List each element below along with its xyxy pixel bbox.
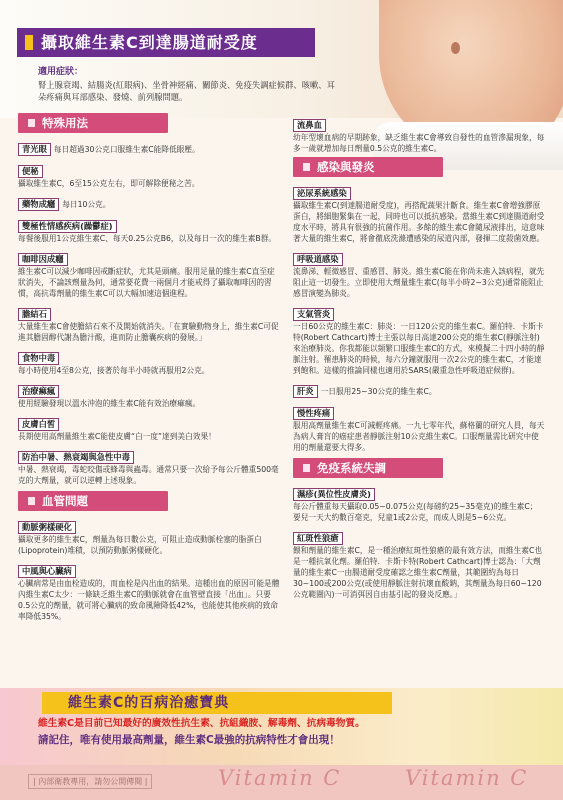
item-text: 中暑、熱衰竭，毒蛇咬傷或蜂毒與蟲毒。通常只要一次給予每公斤體重500毫克的大劑量，就可以逆轉上述現象。 [18,465,279,485]
vitamin-c-watermark-1: Vitamin C [218,766,342,790]
section-special-use: 特殊用法 [18,113,168,133]
right-column [293,113,545,685]
item-tag: 膽結石 [18,308,51,321]
item-tag: 紅斑性狼瘡 [293,532,343,545]
list-item [293,482,545,523]
list-item [293,181,545,244]
item-tag: 防治中暑、熱衰竭與急性中毒 [18,451,134,464]
item-tag: 咖啡因成癮 [18,253,68,266]
list-item [18,412,280,442]
bottom-title: 維生素C的百病治癒寶典 [42,692,392,714]
section-immune: 免疫系統失調 [293,458,443,478]
item-tag: 便秘 [18,165,43,178]
list-item [293,247,545,299]
item-tag: 慢性疼痛 [293,407,334,420]
item-text: 幼年型壞血病的早期跡象，缺乏維生素C會導致自發性的血管滲漏現象，每多一歲就增加每日劑量0.5公克的維生素C。 [293,133,545,153]
immune-list [293,482,545,600]
item-tag: 流鼻血 [293,119,326,132]
list-item [18,247,280,299]
list-item [18,137,280,156]
item-text: 大量維生素C會使膽結石來不及開始就消失。「在實驗動物身上，維生素C可促進其膽固醇代謝為膽汁酸，進而防止膽囊疾病的發展。」 [18,322,279,342]
item-tag: 藥物成癮 [18,198,59,211]
blood-vessel-list [18,515,280,622]
item-text: 服用高劑量維生素C可減輕疼痛。一九七零年代，蘇格蘭的研究人員，每天為病人膏肓的癌症患者靜脈注射10公克維生素C。口服劑量需比研究中使用的劑量還要大得多。 [293,421,545,452]
footer-notice: | 內部衛教專用，請勿公開傳閱 | [28,774,152,789]
nosebleed-item [293,113,545,154]
item-tag: 支氣管炎 [293,308,334,321]
list-item [293,526,545,600]
infection-list [293,181,545,453]
item-text: 攝取維生素C，6至15公克左右，即可解除便秘之苦。 [18,179,200,188]
list-item [18,159,280,189]
item-text: 心臟病常是由血栓造成的，而血栓是內出血的結果。這種出血的原因可能是體內維生素C太少：一條缺乏維生素C的動脈就會在血管壁直接「出血」。只要0.5公克的劑量，就可將心臟病的致命風險降低42%，也能使其他疾病的致命率降低35%。 [18,579,280,621]
list-item [293,302,545,376]
item-text: 攝取維生素C(到達腸道耐受度)，再搭配蔬果汁斷食。維生素C會增強膠原蛋白，將細胞緊集在一起，同時也可以抵抗感染。當維生素C到達腸道耐受度水平時，將具有很強的抗菌作用。多餘的維生素C會隨尿液排出，這意味著大量的維生素C，將會徹底洗滌遭感染的尿道內部，發揮二度殺菌效應。 [293,201,545,243]
item-tag: 中風與心臟病 [18,565,76,578]
item-text: 每日10公克。 [62,200,111,209]
left-column [18,113,280,685]
list-item [293,401,545,453]
indications-text: 腎上腺衰竭、結腸炎(紅眼病)、坐骨神經痛、關節炎、免疫失調症候群、咳嗽、耳朵疼痛與耳部感染、發燒、前列腺問題。 [38,80,335,102]
item-text: 每餐後服用1公克維生素C、每天0.25公克B6，以及每日一次的維生素B群。 [18,234,277,243]
list-item [18,192,280,211]
page-title: 攝取維生素C到達腸道耐受度 [17,28,315,57]
item-text: 每公斤體重每天攝取0.05~0.075公克(每磅約25~35毫克)的維生素C；要兒一天大約數百毫克，兒童1或2公克，而成人則是5~6公克。 [293,502,538,522]
indications-block [38,66,338,103]
item-tag: 動脈粥樣硬化 [18,521,76,534]
item-tag: 青光眼 [18,143,51,156]
item-text: 流鼻涕、輕微感冒、重感冒、肺炎。維生素C能在你尚未進入該病程，就先阻止這一切發生。立即使用大劑量維生素C(每半小時2~3公克)通常能阻止感冒演變為肺炎。 [293,267,545,298]
item-text: 每日超過30公克口服維生素C能降低眼壓。 [53,145,200,154]
item-tag: 濕疹(異位性皮膚炎) [293,488,375,501]
item-tag: 食物中毒 [18,352,59,365]
section-infection: 感染與發炎 [293,157,443,177]
item-tag: 雙極性情感疾病(躁鬱症) [18,220,117,233]
item-text: 餵和劑量的維生素C，是一種治療紅斑性狼瘡的最有效方法，而維生素C也是一種抗氧化劑。羅伯特．卡斯卡特(Robert Cathcart)博士認為：「大劑量的維生素C一由腸道耐受度確認之維生素C劑量，其範圍約為每日30~100或200公克(或使用靜脈注射抗壞血酸鈉，其劑量為每日60~120公克範圍內)一可消弭因自由基引起的發炎反應。」 [293,546,543,599]
list-item [18,445,280,486]
vitamin-c-watermark-2: Vitamin C [405,766,529,790]
list-item [18,302,280,343]
section-blood-vessel: 血管問題 [18,491,168,511]
item-text: 使用經驗發現以溫水沖泡的維生素C能有效治療痲瘋。 [18,399,201,408]
special-use-list [18,137,280,486]
item-tag: 呼吸道感染 [293,253,343,266]
list-item [18,515,280,556]
item-tag: 皮膚白皙 [18,418,59,431]
item-tag: 治療痲瘋 [18,385,59,398]
bottom-line-1: 維生素C是目前已知最好的廣效性抗生素、抗組織胺、解毒劑、抗病毒物質。 [38,718,365,729]
list-item [18,379,280,409]
item-text: 一日服用25~30公克的維生素C。 [320,387,437,396]
indications-label: 適用症狀： [38,67,84,77]
list-item [18,346,280,376]
item-text: 每小時使用4至8公克，接著於每半小時就再服用2公克。 [18,366,210,375]
list-item [293,379,545,398]
list-item [18,214,280,244]
item-text: 攝取更多的維生素C，劑量為每日數公克，可阻止造成動脈栓塞的脂蛋白(Lipoprotein)堆積，以預防動脈粥樣硬化。 [18,535,262,555]
item-tag: 泌尿系統感染 [293,187,351,200]
list-item [18,559,280,622]
item-tag: 肝炎 [293,385,318,398]
item-text: 長期使用高劑量維生素C能使皮膚“白一度”達到美白效果！ [18,432,216,441]
item-text: 一日60公克的維生素C：肺炎：一日120公克的維生素C。羅伯特．卡斯卡特(Robert Cathcart)博士主張以每日高達200公克的維生素C(靜脈注射)來治療肺炎。你我都能以頻繁口服維生素C的方式，來模擬二十四小時的靜脈注射。罹患肺炎的時候，每六分鐘就服用一次2公克的維生素C，才能達到飽和。這樣的推論同樣也適用於SARS(嚴重急性呼吸道症候群)。 [293,322,545,375]
item-text: 維生素C可以減少咖啡因戒斷症狀，尤其是頭痛。服用足量的維生素C直至症狀消失，不論該劑量為何，通常要花費一兩個月才能戒得了攝取咖啡因的習慣，高抗毒劑量的維生素C可以大幅加速這個進程。 [18,267,275,298]
bottom-line-2: 請記住，唯有使用最高劑量，維生素C最強的抗病特性才會出現！ [38,734,340,746]
